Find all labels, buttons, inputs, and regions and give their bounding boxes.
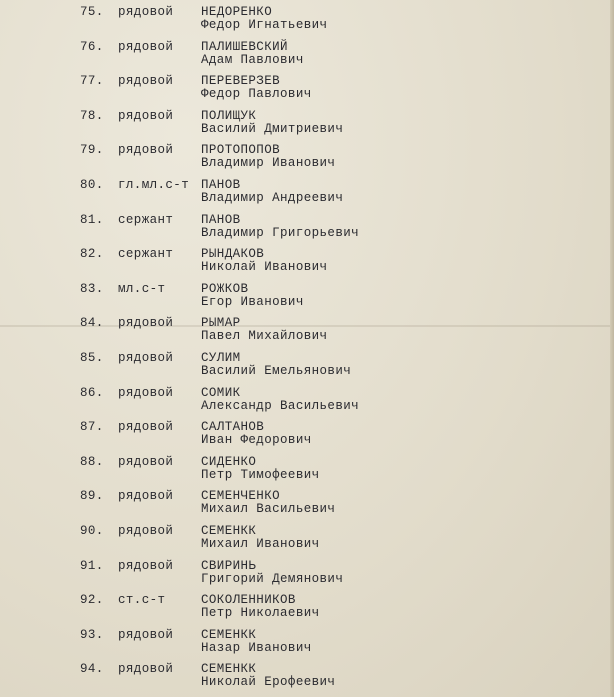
entry-given-names: Михаил Иванович [201, 537, 320, 551]
entry-rank: мл.с-т [118, 281, 166, 296]
entry-rank: рядовой [118, 524, 174, 538]
entry-given-names: Александр Васильевич [201, 398, 360, 413]
entry-number: 92. [80, 593, 104, 608]
entry-surname: САЛТАНОВ [201, 420, 265, 435]
list-item [0, 279, 614, 313]
entry-number: 78. [80, 108, 104, 123]
entry-number: 79. [80, 143, 104, 158]
entry-number: 93. [80, 627, 104, 642]
list-item [0, 175, 614, 209]
entry-rank: рядовой [118, 5, 174, 19]
list-item [0, 452, 614, 486]
list-item [0, 625, 614, 659]
entry-given-names: Егор Иванович [201, 294, 304, 309]
entry-surname: ПАНОВ [201, 212, 241, 227]
entry-surname: СЕМЕНКК [201, 627, 257, 642]
entry-given-names: Назар Иванович [201, 640, 312, 655]
entry-given-names: Василий Дмитриевич [201, 121, 344, 136]
list-item [0, 348, 614, 382]
entry-surname: ПЕРЕВЕРЗЕВ [201, 74, 281, 89]
list-item [0, 417, 614, 451]
entry-given-names: Николай Иванович [201, 260, 328, 275]
entry-surname: РОЖКОВ [201, 281, 249, 296]
entry-surname: ПАНОВ [201, 178, 241, 192]
entry-rank: ст.с-т [118, 593, 166, 608]
list-item [0, 106, 614, 140]
list-item [0, 313, 614, 347]
entry-surname: СВИРИНЬ [201, 558, 257, 573]
list-item [0, 37, 614, 71]
entry-number: 76. [80, 39, 104, 54]
entry-number: 94. [80, 662, 104, 677]
entry-rank: рядовой [118, 558, 174, 573]
entry-rank: рядовой [118, 108, 174, 123]
entry-number: 75. [80, 5, 104, 19]
entry-surname: ПОЛИЩУК [201, 108, 257, 123]
entry-number: 88. [80, 454, 104, 469]
entry-given-names: Владимир Григорьевич [201, 225, 360, 240]
entry-given-names: Петр Тимофеевич [201, 467, 320, 482]
entry-rank: сержант [118, 247, 174, 262]
entry-rank: рядовой [118, 351, 174, 365]
entry-rank: рядовой [118, 420, 174, 435]
entry-rank: сержант [118, 212, 174, 227]
entry-rank: рядовой [118, 385, 174, 400]
entry-number: 81. [80, 212, 104, 227]
entry-surname: СУЛИМ [201, 351, 241, 365]
entry-rank: рядовой [118, 316, 174, 331]
entry-number: 85. [80, 351, 104, 365]
entry-rank: рядовой [118, 454, 174, 469]
entry-number: 82. [80, 247, 104, 262]
entry-number: 91. [80, 558, 104, 573]
entry-surname: СЕМЕНКК [201, 524, 257, 538]
entry-given-names: Федор Игнатьевич [201, 18, 328, 32]
list-item [0, 244, 614, 278]
entry-rank: рядовой [118, 489, 174, 504]
entry-rank: рядовой [118, 143, 174, 158]
entry-given-names: Владимир Иванович [201, 156, 336, 171]
list-item [0, 210, 614, 244]
list-item [0, 140, 614, 174]
entry-given-names: Григорий Демянович [201, 571, 344, 586]
list-item [0, 659, 614, 693]
entry-given-names: Федор Павлович [201, 87, 312, 102]
entry-given-names: Владимир Андреевич [201, 191, 344, 205]
entry-given-names: Адам Павлович [201, 52, 304, 67]
entry-rank: гл.мл.с-т [118, 178, 190, 192]
entry-surname: ПАЛИШЕВСКИЙ [201, 39, 288, 54]
list-item [0, 556, 614, 590]
entry-number: 83. [80, 281, 104, 296]
entry-number: 89. [80, 489, 104, 504]
entry-surname: СОКОЛЕННИКОВ [201, 593, 296, 608]
list-item [0, 383, 614, 417]
entry-surname: СОМИК [201, 385, 241, 400]
list-item [0, 71, 614, 105]
entry-given-names: Михаил Васильевич [201, 502, 336, 517]
entry-rank: рядовой [118, 627, 174, 642]
entry-given-names: Иван Федорович [201, 433, 312, 448]
list-item [0, 521, 614, 555]
entry-rank: рядовой [118, 662, 174, 677]
entry-number: 86. [80, 385, 104, 400]
entry-given-names: Павел Михайлович [201, 329, 328, 344]
entry-surname: НЕДОРЕНКО [201, 5, 273, 19]
list-item [0, 486, 614, 520]
entry-rank: рядовой [118, 74, 174, 89]
entry-given-names: Петр Николаевич [201, 606, 320, 621]
entry-number: 87. [80, 420, 104, 435]
entry-number: 77. [80, 74, 104, 89]
list-item [0, 590, 614, 624]
entry-surname: СЕМЕНКК [201, 662, 257, 677]
list-item [0, 2, 614, 36]
entry-surname: РЫМАР [201, 316, 241, 331]
entry-given-names: Николай Ерофеевич [201, 675, 336, 690]
entry-number: 80. [80, 178, 104, 192]
entry-number: 90. [80, 524, 104, 538]
entry-surname: РЫНДАКОВ [201, 247, 265, 262]
entry-number: 84. [80, 316, 104, 331]
entry-surname: ПРОТОПОПОВ [201, 143, 281, 158]
entry-surname: СЕМЕНЧЕНКО [201, 489, 281, 504]
entry-surname: СИДЕНКО [201, 454, 257, 469]
entry-rank: рядовой [118, 39, 174, 54]
entry-given-names: Василий Емельянович [201, 364, 352, 378]
